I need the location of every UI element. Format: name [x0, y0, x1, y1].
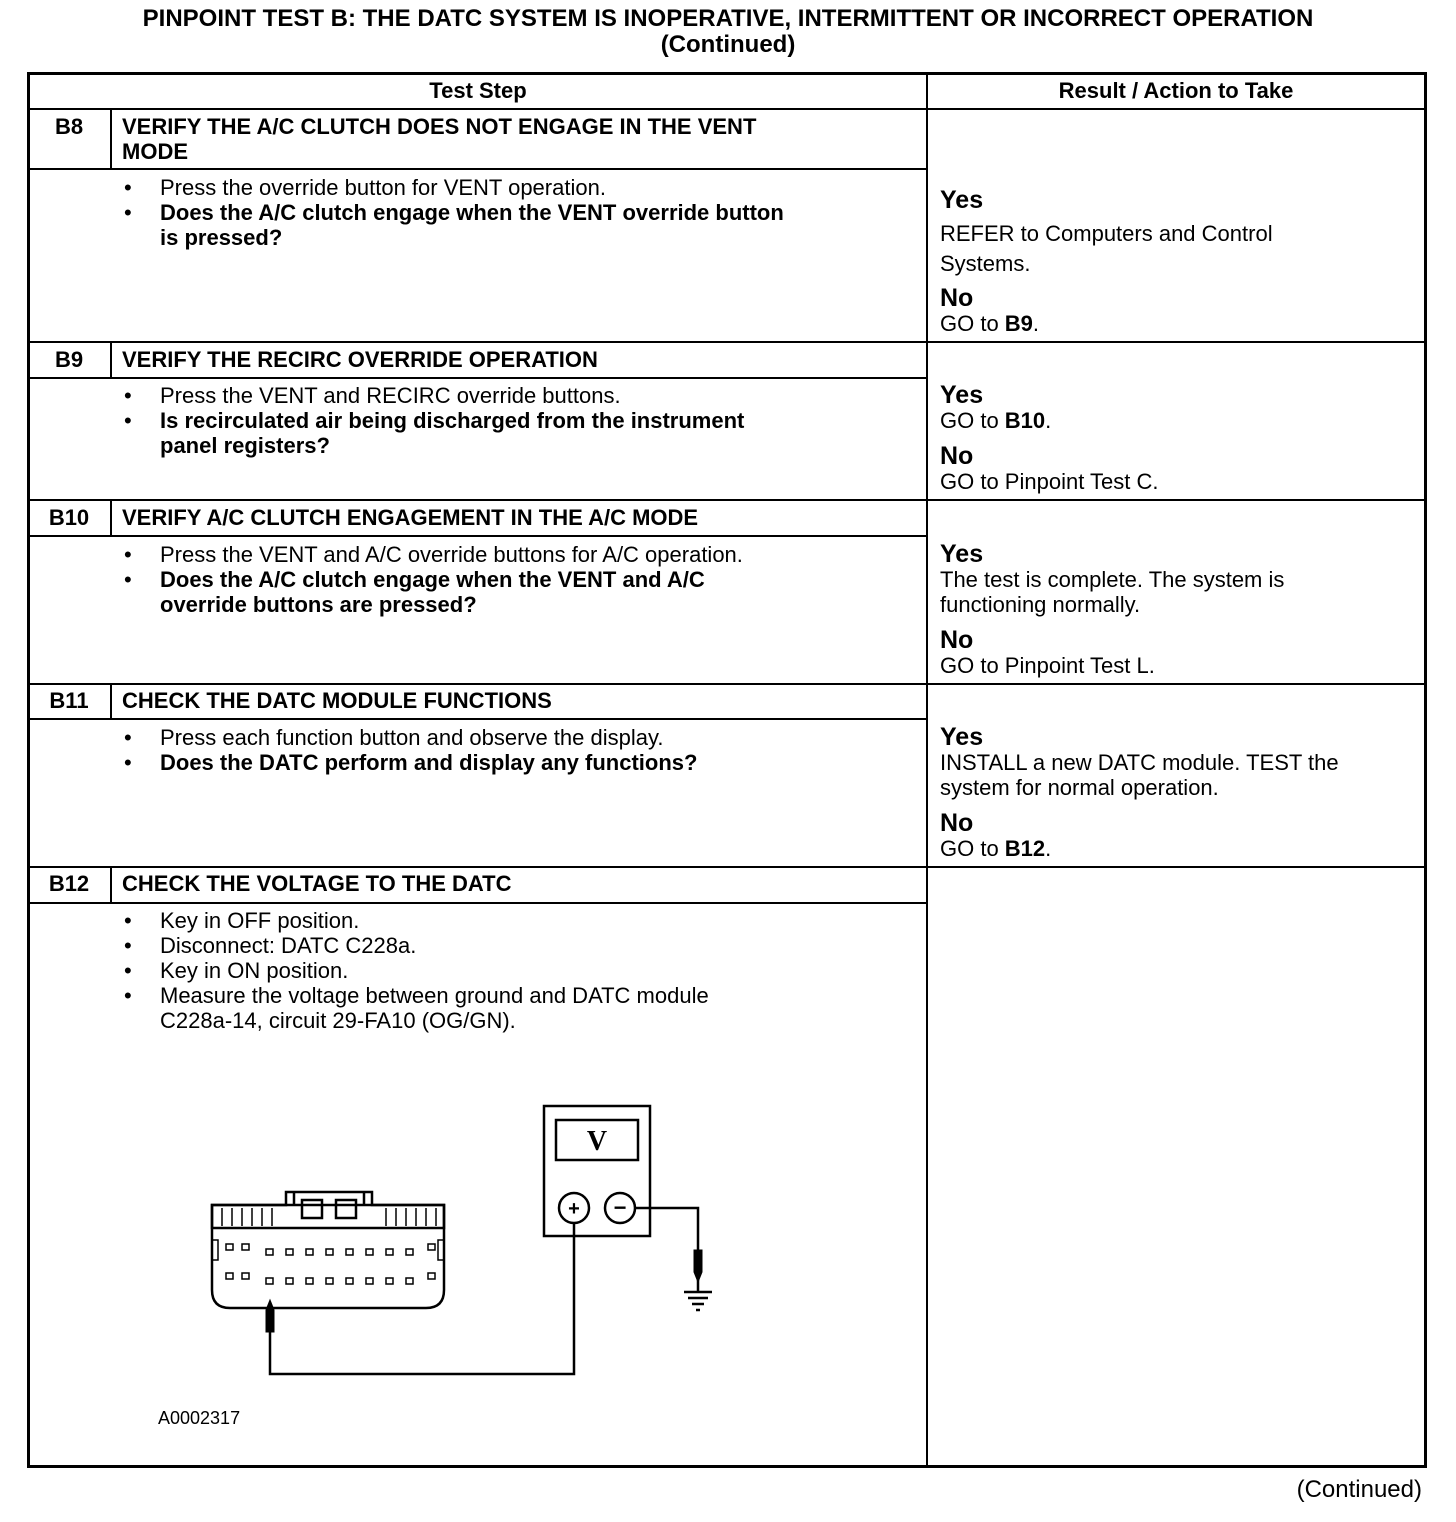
step-heading-divider	[27, 718, 927, 720]
step-heading-b8: VERIFY THE A/C CLUTCH DOES NOT ENGAGE IN THE VENT MODE	[122, 114, 757, 164]
step-b11-bullet-2: Does the DATC perform and display any functions?	[160, 750, 698, 775]
bullet-icon: •	[124, 408, 132, 433]
step-b11-bullet-1: Press each function button and observe the display.	[160, 725, 664, 750]
bullet-icon: •	[124, 750, 132, 775]
step-heading-divider	[27, 535, 927, 537]
step-id-b9: B9	[54, 347, 84, 372]
figure-id: A0002317	[158, 1408, 241, 1428]
bullet-icon: •	[124, 542, 132, 567]
action-no-b11: GO to B12.	[940, 836, 1052, 861]
meter-label: V	[586, 1126, 608, 1157]
step-b8-bullet-2: Does the A/C clutch engage when the VENT override button is pressed?	[160, 200, 784, 250]
page-title	[0, 6, 1456, 58]
action-yes-b11: INSTALL a new DATC module. TEST the system for normal operation.	[940, 750, 1339, 800]
row-divider	[27, 341, 1427, 343]
step-id-b12: B12	[48, 871, 90, 896]
connector-latch	[212, 1192, 444, 1228]
bullet-icon: •	[124, 983, 132, 1008]
bullet-icon: •	[124, 200, 132, 225]
step-b12-bullet-2: Disconnect: DATC C228a.	[160, 933, 417, 958]
result-no-b10: No	[940, 626, 974, 654]
step-id-b10: B10	[48, 505, 90, 530]
step-heading-b12: CHECK THE VOLTAGE TO THE DATC	[122, 871, 512, 896]
result-no-b11: No	[940, 809, 974, 837]
negative-lead	[635, 1208, 698, 1250]
bullet-icon: •	[124, 383, 132, 408]
bullet-icon: •	[124, 725, 132, 750]
minus-label: −	[613, 1195, 627, 1220]
title-line-1: PINPOINT TEST B: THE DATC SYSTEM IS INOPERATIVE, INTERMITTENT OR INCORRECT OPERATION	[142, 5, 1314, 32]
action-yes-b8: REFER to Computers and Control Systems.	[940, 221, 1273, 276]
action-no-b10: GO to Pinpoint Test L.	[940, 653, 1155, 678]
step-ref-link[interactable]: B12	[1004, 836, 1046, 861]
header-divider	[27, 108, 1427, 110]
step-b12-bullet-3: Key in ON position.	[160, 958, 349, 983]
step-ref-link[interactable]: B10	[1004, 408, 1046, 433]
action-no-b8: GO to B9.	[940, 311, 1040, 336]
step-b9-bullet-1: Press the VENT and RECIRC override buttons.	[160, 383, 621, 408]
step-b8-bullet-1: Press the override button for VENT operation.	[160, 175, 606, 200]
continued-note: (Continued)	[1296, 1476, 1422, 1503]
negative-probe-tip	[694, 1250, 702, 1282]
result-no-b8: No	[940, 284, 974, 312]
connector-body	[212, 1205, 444, 1308]
result-yes-b8: Yes	[940, 186, 984, 214]
row-divider	[27, 683, 1427, 685]
positive-probe-tip	[266, 1300, 274, 1332]
header-test-step: Test Step	[429, 78, 527, 103]
action-yes-b10: The test is complete. The system is functioning normally.	[940, 567, 1285, 617]
row-divider	[27, 499, 1427, 501]
bullet-icon: •	[124, 567, 132, 592]
step-heading-b9: VERIFY THE RECIRC OVERRIDE OPERATION	[122, 347, 598, 372]
title-line-2: (Continued)	[660, 31, 796, 58]
plus-label: +	[568, 1198, 580, 1220]
action-no-b9: GO to Pinpoint Test C.	[940, 469, 1159, 494]
header-result: Result / Action to Take	[1058, 78, 1294, 103]
action-yes-b9: GO to B10.	[940, 408, 1052, 433]
step-id-b8: B8	[54, 114, 84, 139]
bullet-icon: •	[124, 908, 132, 933]
step-b10-bullet-1: Press the VENT and A/C override buttons for A/C operation.	[160, 542, 743, 567]
column-divider	[926, 72, 928, 1468]
result-yes-b9: Yes	[940, 381, 984, 409]
step-heading-b11: CHECK THE DATC MODULE FUNCTIONS	[122, 688, 552, 713]
step-b12-bullet-1: Key in OFF position.	[160, 908, 360, 933]
step-id-b11: B11	[49, 688, 89, 713]
result-yes-b10: Yes	[940, 540, 984, 568]
step-b9-bullet-2: Is recirculated air being discharged from the instrument panel registers?	[160, 408, 745, 458]
row-divider	[27, 866, 1427, 868]
positive-lead	[270, 1223, 574, 1374]
bullet-icon: •	[124, 933, 132, 958]
step-b10-bullet-2: Does the A/C clutch engage when the VENT and A/C override buttons are pressed?	[160, 567, 705, 617]
step-heading-divider	[27, 902, 927, 904]
step-heading-divider	[27, 168, 927, 170]
bullet-icon: •	[124, 958, 132, 983]
result-no-b9: No	[940, 442, 974, 470]
voltage-test-diagram	[190, 1100, 730, 1390]
ground-icon	[684, 1280, 712, 1310]
step-b12-bullet-4: Measure the voltage between ground and DATC module C228a-14, circuit 29-FA10 (OG/GN).	[160, 983, 709, 1033]
result-yes-b11: Yes	[940, 723, 984, 751]
step-heading-divider	[27, 377, 927, 379]
step-heading-b10: VERIFY A/C CLUTCH ENGAGEMENT IN THE A/C MODE	[122, 505, 699, 530]
bullet-icon: •	[124, 175, 132, 200]
step-ref-link[interactable]: B9	[1004, 311, 1033, 336]
